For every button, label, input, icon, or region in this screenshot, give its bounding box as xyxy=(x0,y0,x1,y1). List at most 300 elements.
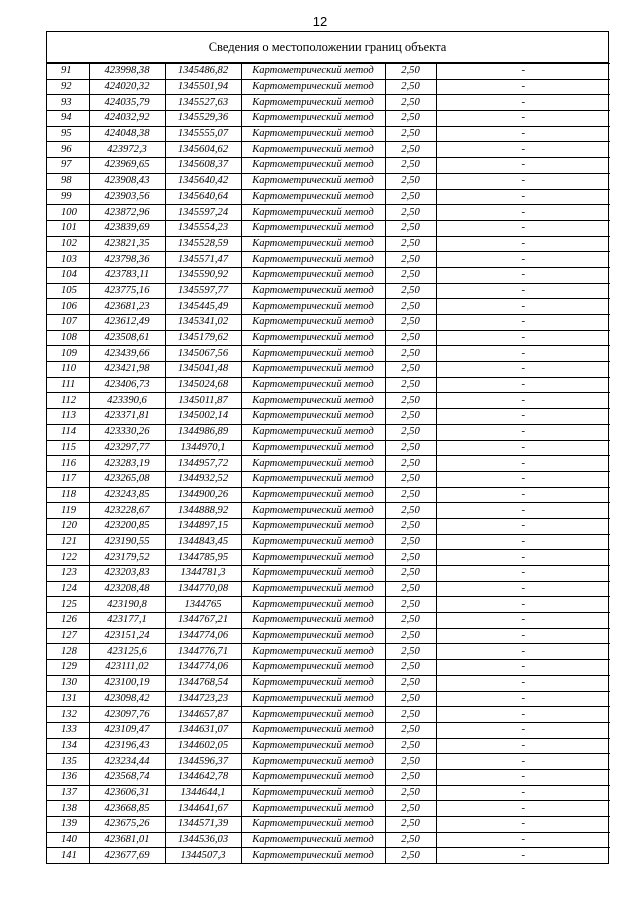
method-cell: Картометрический метод xyxy=(241,534,385,550)
x-coordinate-cell: 423568,74 xyxy=(89,769,165,785)
table-row xyxy=(47,346,610,362)
point-number-cell: 93 xyxy=(47,95,89,111)
description-cell: - xyxy=(436,487,610,503)
point-number-cell: 119 xyxy=(47,503,89,519)
y-coordinate-cell: 1345341,02 xyxy=(165,315,241,331)
y-coordinate-cell: 1344765 xyxy=(165,597,241,613)
y-coordinate-cell: 1344781,3 xyxy=(165,566,241,582)
accuracy-cell: 2,50 xyxy=(385,283,436,299)
method-cell: Картометрический метод xyxy=(241,220,385,236)
method-cell: Картометрический метод xyxy=(241,315,385,331)
point-number-cell: 116 xyxy=(47,456,89,472)
accuracy-cell: 2,50 xyxy=(385,566,436,582)
y-coordinate-cell: 1345571,47 xyxy=(165,252,241,268)
y-coordinate-cell: 1345067,56 xyxy=(165,346,241,362)
y-coordinate-cell: 1345501,94 xyxy=(165,79,241,95)
method-cell: Картометрический метод xyxy=(241,330,385,346)
y-coordinate-cell: 1344957,72 xyxy=(165,456,241,472)
method-cell: Картометрический метод xyxy=(241,644,385,660)
accuracy-cell: 2,50 xyxy=(385,817,436,833)
method-cell: Картометрический метод xyxy=(241,111,385,127)
y-coordinate-cell: 1345590,92 xyxy=(165,267,241,283)
x-coordinate-cell: 423421,98 xyxy=(89,362,165,378)
description-cell: - xyxy=(436,817,610,833)
method-cell: Картометрический метод xyxy=(241,377,385,393)
description-cell: - xyxy=(436,79,610,95)
table-row xyxy=(47,456,610,472)
x-coordinate-cell: 423179,52 xyxy=(89,550,165,566)
table-row xyxy=(47,283,610,299)
description-cell: - xyxy=(436,722,610,738)
y-coordinate-cell: 1344888,92 xyxy=(165,503,241,519)
y-coordinate-cell: 1344631,07 xyxy=(165,722,241,738)
accuracy-cell: 2,50 xyxy=(385,534,436,550)
y-coordinate-cell: 1345486,82 xyxy=(165,64,241,80)
x-coordinate-cell: 423998,38 xyxy=(89,64,165,80)
method-cell: Картометрический метод xyxy=(241,158,385,174)
x-coordinate-cell: 423406,73 xyxy=(89,377,165,393)
accuracy-cell: 2,50 xyxy=(385,769,436,785)
method-cell: Картометрический метод xyxy=(241,707,385,723)
accuracy-cell: 2,50 xyxy=(385,691,436,707)
table-row xyxy=(47,220,610,236)
x-coordinate-cell: 423243,85 xyxy=(89,487,165,503)
method-cell: Картометрический метод xyxy=(241,660,385,676)
x-coordinate-cell: 423681,23 xyxy=(89,299,165,315)
y-coordinate-cell: 1345640,64 xyxy=(165,189,241,205)
point-number-cell: 91 xyxy=(47,64,89,80)
x-coordinate-cell: 424032,92 xyxy=(89,111,165,127)
x-coordinate-cell: 423297,77 xyxy=(89,440,165,456)
y-coordinate-cell: 1344932,52 xyxy=(165,471,241,487)
table-row xyxy=(47,848,610,863)
method-cell: Картометрический метод xyxy=(241,95,385,111)
method-cell: Картометрический метод xyxy=(241,205,385,221)
method-cell: Картометрический метод xyxy=(241,456,385,472)
table-row xyxy=(47,691,610,707)
point-number-cell: 141 xyxy=(47,848,89,863)
point-number-cell: 113 xyxy=(47,409,89,425)
method-cell: Картометрический метод xyxy=(241,581,385,597)
description-cell: - xyxy=(436,424,610,440)
y-coordinate-cell: 1345024,68 xyxy=(165,377,241,393)
table-row xyxy=(47,550,610,566)
x-coordinate-cell: 423783,11 xyxy=(89,267,165,283)
y-coordinate-cell: 1345041,48 xyxy=(165,362,241,378)
table-row xyxy=(47,503,610,519)
x-coordinate-cell: 423903,56 xyxy=(89,189,165,205)
table-row xyxy=(47,487,610,503)
point-number-cell: 101 xyxy=(47,220,89,236)
x-coordinate-cell: 423371,81 xyxy=(89,409,165,425)
table-row xyxy=(47,675,610,691)
table-row xyxy=(47,236,610,252)
accuracy-cell: 2,50 xyxy=(385,785,436,801)
description-cell: - xyxy=(436,64,610,80)
y-coordinate-cell: 1344644,1 xyxy=(165,785,241,801)
point-number-cell: 115 xyxy=(47,440,89,456)
description-cell: - xyxy=(436,409,610,425)
table-row xyxy=(47,315,610,331)
accuracy-cell: 2,50 xyxy=(385,518,436,534)
table-row xyxy=(47,330,610,346)
accuracy-cell: 2,50 xyxy=(385,330,436,346)
point-number-cell: 112 xyxy=(47,393,89,409)
description-cell: - xyxy=(436,660,610,676)
description-cell: - xyxy=(436,95,610,111)
table-row xyxy=(47,362,610,378)
y-coordinate-cell: 1345597,24 xyxy=(165,205,241,221)
x-coordinate-cell: 423203,83 xyxy=(89,566,165,582)
description-cell: - xyxy=(436,252,610,268)
y-coordinate-cell: 1345445,49 xyxy=(165,299,241,315)
point-number-cell: 122 xyxy=(47,550,89,566)
table-row xyxy=(47,707,610,723)
y-coordinate-cell: 1345011,87 xyxy=(165,393,241,409)
point-number-cell: 138 xyxy=(47,801,89,817)
point-number-cell: 127 xyxy=(47,628,89,644)
table-row xyxy=(47,817,610,833)
method-cell: Картометрический метод xyxy=(241,848,385,863)
point-number-cell: 125 xyxy=(47,597,89,613)
x-coordinate-cell: 423196,43 xyxy=(89,738,165,754)
table-row xyxy=(47,785,610,801)
table-row xyxy=(47,377,610,393)
y-coordinate-cell: 1344642,78 xyxy=(165,769,241,785)
x-coordinate-cell: 423200,85 xyxy=(89,518,165,534)
accuracy-cell: 2,50 xyxy=(385,503,436,519)
accuracy-cell: 2,50 xyxy=(385,95,436,111)
table-row xyxy=(47,424,610,440)
description-cell: - xyxy=(436,299,610,315)
y-coordinate-cell: 1344507,3 xyxy=(165,848,241,863)
point-number-cell: 109 xyxy=(47,346,89,362)
method-cell: Картометрический метод xyxy=(241,393,385,409)
x-coordinate-cell: 423969,65 xyxy=(89,158,165,174)
accuracy-cell: 2,50 xyxy=(385,252,436,268)
description-cell: - xyxy=(436,848,610,863)
table-row xyxy=(47,267,610,283)
point-number-cell: 123 xyxy=(47,566,89,582)
table-row xyxy=(47,471,610,487)
table-row xyxy=(47,754,610,770)
coordinates-table-body xyxy=(47,64,610,864)
accuracy-cell: 2,50 xyxy=(385,346,436,362)
section-title: Сведения о местоположении границ объекта xyxy=(47,32,608,63)
point-number-cell: 132 xyxy=(47,707,89,723)
method-cell: Картометрический метод xyxy=(241,769,385,785)
x-coordinate-cell: 423668,85 xyxy=(89,801,165,817)
x-coordinate-cell: 423111,02 xyxy=(89,660,165,676)
y-coordinate-cell: 1345554,23 xyxy=(165,220,241,236)
point-number-cell: 100 xyxy=(47,205,89,221)
method-cell: Картометрический метод xyxy=(241,628,385,644)
accuracy-cell: 2,50 xyxy=(385,471,436,487)
description-cell: - xyxy=(436,471,610,487)
point-number-cell: 124 xyxy=(47,581,89,597)
y-coordinate-cell: 1344767,21 xyxy=(165,613,241,629)
coordinates-table-frame xyxy=(46,31,609,864)
x-coordinate-cell: 423097,76 xyxy=(89,707,165,723)
table-row xyxy=(47,801,610,817)
accuracy-cell: 2,50 xyxy=(385,754,436,770)
y-coordinate-cell: 1345608,37 xyxy=(165,158,241,174)
description-cell: - xyxy=(436,236,610,252)
point-number-cell: 92 xyxy=(47,79,89,95)
x-coordinate-cell: 423190,8 xyxy=(89,597,165,613)
y-coordinate-cell: 1344776,71 xyxy=(165,644,241,660)
accuracy-cell: 2,50 xyxy=(385,848,436,863)
y-coordinate-cell: 1344843,45 xyxy=(165,534,241,550)
method-cell: Картометрический метод xyxy=(241,471,385,487)
x-coordinate-cell: 423109,47 xyxy=(89,722,165,738)
method-cell: Картометрический метод xyxy=(241,236,385,252)
table-row xyxy=(47,722,610,738)
description-cell: - xyxy=(436,393,610,409)
table-row xyxy=(47,111,610,127)
accuracy-cell: 2,50 xyxy=(385,220,436,236)
x-coordinate-cell: 423677,69 xyxy=(89,848,165,863)
description-cell: - xyxy=(436,111,610,127)
x-coordinate-cell: 423872,96 xyxy=(89,205,165,221)
table-row xyxy=(47,299,610,315)
y-coordinate-cell: 1344536,03 xyxy=(165,832,241,848)
table-row xyxy=(47,173,610,189)
method-cell: Картометрический метод xyxy=(241,613,385,629)
point-number-cell: 114 xyxy=(47,424,89,440)
y-coordinate-cell: 1344986,89 xyxy=(165,424,241,440)
description-cell: - xyxy=(436,142,610,158)
x-coordinate-cell: 423390,6 xyxy=(89,393,165,409)
table-row xyxy=(47,832,610,848)
accuracy-cell: 2,50 xyxy=(385,424,436,440)
accuracy-cell: 2,50 xyxy=(385,315,436,331)
accuracy-cell: 2,50 xyxy=(385,628,436,644)
description-cell: - xyxy=(436,330,610,346)
y-coordinate-cell: 1345555,07 xyxy=(165,126,241,142)
table-row xyxy=(47,95,610,111)
point-number-cell: 95 xyxy=(47,126,89,142)
method-cell: Картометрический метод xyxy=(241,79,385,95)
x-coordinate-cell: 423234,44 xyxy=(89,754,165,770)
point-number-cell: 108 xyxy=(47,330,89,346)
x-coordinate-cell: 423125,6 xyxy=(89,644,165,660)
point-number-cell: 94 xyxy=(47,111,89,127)
table-row xyxy=(47,64,610,80)
x-coordinate-cell: 423821,35 xyxy=(89,236,165,252)
method-cell: Картометрический метод xyxy=(241,738,385,754)
description-cell: - xyxy=(436,173,610,189)
table-row xyxy=(47,628,610,644)
x-coordinate-cell: 423606,31 xyxy=(89,785,165,801)
y-coordinate-cell: 1345528,59 xyxy=(165,236,241,252)
method-cell: Картометрический метод xyxy=(241,487,385,503)
description-cell: - xyxy=(436,267,610,283)
y-coordinate-cell: 1344785,95 xyxy=(165,550,241,566)
point-number-cell: 139 xyxy=(47,817,89,833)
table-row xyxy=(47,252,610,268)
point-number-cell: 135 xyxy=(47,754,89,770)
accuracy-cell: 2,50 xyxy=(385,64,436,80)
method-cell: Картометрический метод xyxy=(241,518,385,534)
x-coordinate-cell: 423177,1 xyxy=(89,613,165,629)
point-number-cell: 104 xyxy=(47,267,89,283)
table-row xyxy=(47,158,610,174)
description-cell: - xyxy=(436,738,610,754)
description-cell: - xyxy=(436,581,610,597)
x-coordinate-cell: 424048,38 xyxy=(89,126,165,142)
description-cell: - xyxy=(436,534,610,550)
table-row xyxy=(47,79,610,95)
y-coordinate-cell: 1345179,62 xyxy=(165,330,241,346)
point-number-cell: 137 xyxy=(47,785,89,801)
point-number-cell: 140 xyxy=(47,832,89,848)
point-number-cell: 136 xyxy=(47,769,89,785)
description-cell: - xyxy=(436,754,610,770)
x-coordinate-cell: 424020,32 xyxy=(89,79,165,95)
table-row xyxy=(47,393,610,409)
method-cell: Картометрический метод xyxy=(241,64,385,80)
method-cell: Картометрический метод xyxy=(241,126,385,142)
description-cell: - xyxy=(436,644,610,660)
accuracy-cell: 2,50 xyxy=(385,393,436,409)
method-cell: Картометрический метод xyxy=(241,801,385,817)
description-cell: - xyxy=(436,801,610,817)
point-number-cell: 102 xyxy=(47,236,89,252)
x-coordinate-cell: 423265,08 xyxy=(89,471,165,487)
point-number-cell: 131 xyxy=(47,691,89,707)
table-row xyxy=(47,518,610,534)
method-cell: Картометрический метод xyxy=(241,409,385,425)
x-coordinate-cell: 423228,67 xyxy=(89,503,165,519)
x-coordinate-cell: 423839,69 xyxy=(89,220,165,236)
method-cell: Картометрический метод xyxy=(241,785,385,801)
method-cell: Картометрический метод xyxy=(241,566,385,582)
method-cell: Картометрический метод xyxy=(241,550,385,566)
description-cell: - xyxy=(436,597,610,613)
method-cell: Картометрический метод xyxy=(241,817,385,833)
y-coordinate-cell: 1344571,39 xyxy=(165,817,241,833)
table-row xyxy=(47,409,610,425)
x-coordinate-cell: 423283,19 xyxy=(89,456,165,472)
description-cell: - xyxy=(436,315,610,331)
table-row xyxy=(47,142,610,158)
description-cell: - xyxy=(436,518,610,534)
method-cell: Картометрический метод xyxy=(241,267,385,283)
x-coordinate-cell: 423330,26 xyxy=(89,424,165,440)
method-cell: Картометрический метод xyxy=(241,346,385,362)
table-row xyxy=(47,644,610,660)
description-cell: - xyxy=(436,785,610,801)
point-number-cell: 103 xyxy=(47,252,89,268)
table-row xyxy=(47,566,610,582)
point-number-cell: 96 xyxy=(47,142,89,158)
accuracy-cell: 2,50 xyxy=(385,79,436,95)
accuracy-cell: 2,50 xyxy=(385,660,436,676)
point-number-cell: 105 xyxy=(47,283,89,299)
y-coordinate-cell: 1344596,37 xyxy=(165,754,241,770)
x-coordinate-cell: 423612,49 xyxy=(89,315,165,331)
y-coordinate-cell: 1344602,05 xyxy=(165,738,241,754)
x-coordinate-cell: 423908,43 xyxy=(89,173,165,189)
page-number: 12 xyxy=(312,14,328,29)
description-cell: - xyxy=(436,205,610,221)
accuracy-cell: 2,50 xyxy=(385,189,436,205)
table-row xyxy=(47,205,610,221)
point-number-cell: 129 xyxy=(47,660,89,676)
accuracy-cell: 2,50 xyxy=(385,111,436,127)
point-number-cell: 121 xyxy=(47,534,89,550)
accuracy-cell: 2,50 xyxy=(385,409,436,425)
point-number-cell: 106 xyxy=(47,299,89,315)
description-cell: - xyxy=(436,283,610,299)
accuracy-cell: 2,50 xyxy=(385,205,436,221)
y-coordinate-cell: 1344768,54 xyxy=(165,675,241,691)
table-row xyxy=(47,534,610,550)
description-cell: - xyxy=(436,456,610,472)
y-coordinate-cell: 1345527,63 xyxy=(165,95,241,111)
x-coordinate-cell: 423775,16 xyxy=(89,283,165,299)
accuracy-cell: 2,50 xyxy=(385,362,436,378)
y-coordinate-cell: 1344641,67 xyxy=(165,801,241,817)
accuracy-cell: 2,50 xyxy=(385,142,436,158)
method-cell: Картометрический метод xyxy=(241,597,385,613)
method-cell: Картометрический метод xyxy=(241,832,385,848)
accuracy-cell: 2,50 xyxy=(385,801,436,817)
y-coordinate-cell: 1344897,15 xyxy=(165,518,241,534)
y-coordinate-cell: 1344774,06 xyxy=(165,660,241,676)
accuracy-cell: 2,50 xyxy=(385,722,436,738)
point-number-cell: 134 xyxy=(47,738,89,754)
accuracy-cell: 2,50 xyxy=(385,126,436,142)
description-cell: - xyxy=(436,707,610,723)
y-coordinate-cell: 1344970,1 xyxy=(165,440,241,456)
y-coordinate-cell: 1345640,42 xyxy=(165,173,241,189)
accuracy-cell: 2,50 xyxy=(385,456,436,472)
method-cell: Картометрический метод xyxy=(241,142,385,158)
description-cell: - xyxy=(436,377,610,393)
table-row xyxy=(47,660,610,676)
table-row xyxy=(47,613,610,629)
description-cell: - xyxy=(436,566,610,582)
method-cell: Картометрический метод xyxy=(241,722,385,738)
y-coordinate-cell: 1345604,62 xyxy=(165,142,241,158)
description-cell: - xyxy=(436,503,610,519)
x-coordinate-cell: 423151,24 xyxy=(89,628,165,644)
method-cell: Картометрический метод xyxy=(241,424,385,440)
point-number-cell: 120 xyxy=(47,518,89,534)
y-coordinate-cell: 1345597,77 xyxy=(165,283,241,299)
accuracy-cell: 2,50 xyxy=(385,377,436,393)
accuracy-cell: 2,50 xyxy=(385,597,436,613)
y-coordinate-cell: 1344657,87 xyxy=(165,707,241,723)
description-cell: - xyxy=(436,158,610,174)
method-cell: Картометрический метод xyxy=(241,283,385,299)
point-number-cell: 99 xyxy=(47,189,89,205)
point-number-cell: 130 xyxy=(47,675,89,691)
point-number-cell: 107 xyxy=(47,315,89,331)
method-cell: Картометрический метод xyxy=(241,440,385,456)
point-number-cell: 98 xyxy=(47,173,89,189)
description-cell: - xyxy=(436,628,610,644)
x-coordinate-cell: 423972,3 xyxy=(89,142,165,158)
description-cell: - xyxy=(436,362,610,378)
point-number-cell: 97 xyxy=(47,158,89,174)
y-coordinate-cell: 1344900,26 xyxy=(165,487,241,503)
accuracy-cell: 2,50 xyxy=(385,440,436,456)
x-coordinate-cell: 423100,19 xyxy=(89,675,165,691)
method-cell: Картометрический метод xyxy=(241,252,385,268)
